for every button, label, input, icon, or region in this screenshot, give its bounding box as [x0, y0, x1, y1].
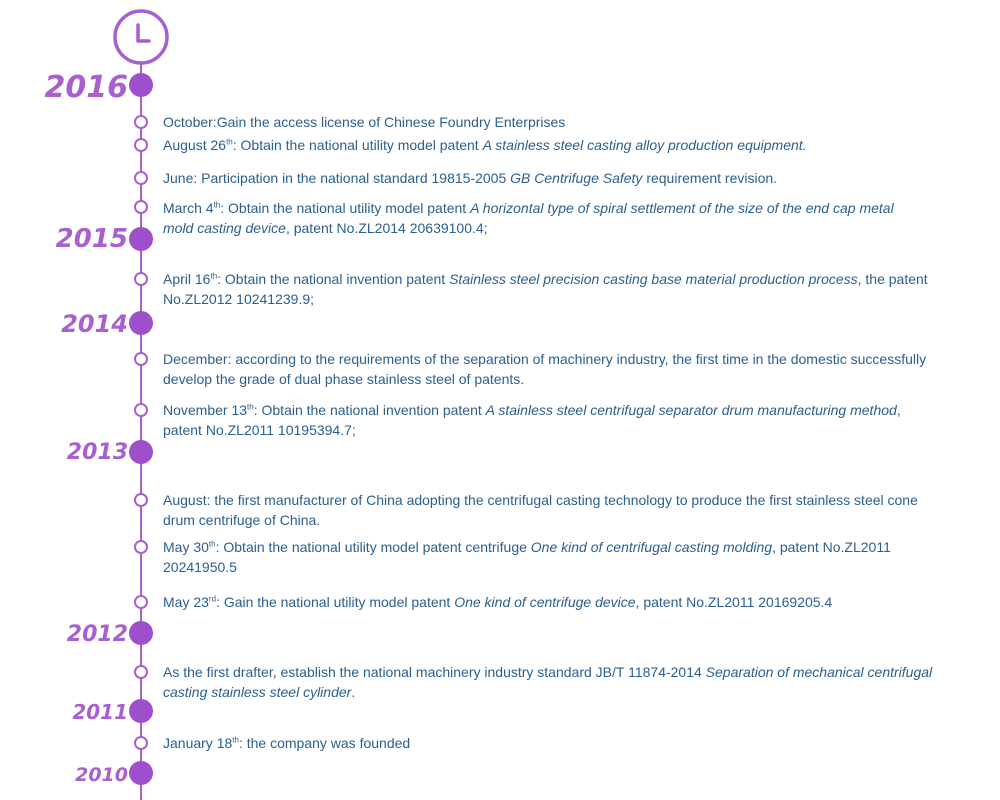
year-marker-2010	[129, 761, 153, 785]
entry-text: August: the first manufacturer of China adopting the centrifugal casting technology to produce the first stainless steel cone drum centrifuge of China.	[163, 492, 918, 528]
entry-date: August 26	[163, 137, 227, 153]
entry-text-end: .	[351, 684, 356, 700]
year-marker-2014	[129, 311, 153, 335]
event-marker	[134, 540, 148, 554]
year-label-2011: 2011	[72, 700, 128, 724]
entry-text: : Gain the national utility model patent	[216, 594, 455, 610]
entry-text: : Obtain the national utility model patent centrifuge	[215, 539, 531, 555]
year-marker-2012	[129, 621, 153, 645]
entry-date: May 30	[163, 539, 209, 555]
clock-icon	[111, 7, 171, 67]
event-marker	[134, 115, 148, 129]
year-label-2015: 2015	[55, 224, 128, 254]
entry-text: : Obtain the national utility model patent	[232, 137, 483, 153]
year-marker-2015	[129, 227, 153, 251]
patent-title: A stainless steel casting alloy production equipment.	[482, 137, 807, 153]
standard-title: Separation of mechanical centrifugal casting stainless steel cylinder	[163, 664, 933, 700]
timeline-entry	[163, 733, 933, 753]
entry-text: : Obtain the national utility model patent	[220, 200, 471, 216]
ordinal-suffix: th	[247, 402, 254, 412]
timeline-entry	[163, 349, 933, 389]
year-label-2016: 2016	[44, 70, 128, 105]
event-marker	[134, 595, 148, 609]
entry-date: May 23	[163, 594, 209, 610]
standard-title: GB Centrifuge Safety	[510, 170, 643, 186]
timeline-entry	[163, 135, 933, 155]
year-label-2014: 2014	[61, 310, 128, 338]
event-marker	[134, 736, 148, 750]
year-label-2013: 2013	[66, 440, 128, 465]
timeline-entry	[163, 592, 933, 612]
event-marker	[134, 493, 148, 507]
event-marker	[134, 171, 148, 185]
ordinal-suffix: th	[226, 137, 233, 147]
entry-text: June: Participation in the national standard 19815-2005	[163, 170, 511, 186]
ordinal-suffix: th	[208, 539, 216, 549]
entry-text: December: according to the requirements of the separation of machinery industry, the first time in the domestic successfully develop the grade of dual phase stainless steel of patents.	[163, 351, 927, 387]
ordinal-suffix: th	[232, 735, 239, 745]
timeline-entry	[163, 537, 933, 577]
timeline-entry	[163, 400, 933, 440]
event-marker	[134, 272, 148, 286]
entry-text-end: requirement revision.	[642, 170, 778, 186]
ordinal-suffix: rd	[208, 594, 217, 604]
timeline-entry	[163, 112, 933, 132]
patent-title: One kind of centrifuge device	[454, 594, 636, 610]
event-marker	[134, 352, 148, 366]
timeline-entry	[163, 168, 933, 188]
ordinal-suffix: th	[210, 271, 218, 281]
timeline-entry	[163, 269, 933, 309]
timeline-entry	[163, 490, 933, 530]
entry-text: : the company was founded	[238, 735, 411, 751]
patent-title: A horizontal type of spiral settlement of the size of the end cap metal mold casting device	[163, 200, 894, 236]
event-marker	[134, 403, 148, 417]
patent-number: , patent No.ZL2011 10195394.7;	[163, 402, 901, 438]
year-marker-2016	[129, 73, 153, 97]
entry-date: March 4	[163, 200, 214, 216]
patent-title: Stainless steel precision casting base material production process	[449, 271, 858, 287]
event-marker	[134, 665, 148, 679]
entry-date: January 18	[163, 735, 233, 751]
entry-date: April 16	[163, 271, 211, 287]
patent-title: A stainless steel centrifugal separator drum manufacturing method	[485, 402, 897, 418]
timeline-entry	[163, 198, 903, 238]
ordinal-suffix: th	[213, 200, 221, 210]
entry-text: As the first drafter, establish the national machinery industry standard JB/T 11874-2014	[163, 664, 706, 680]
event-marker	[134, 138, 148, 152]
entry-text: : Obtain the national invention patent	[217, 271, 450, 287]
year-label-2012: 2012	[66, 622, 128, 647]
year-marker-2013	[129, 440, 153, 464]
entry-date: November 13	[163, 402, 248, 418]
patent-number: , patent No.ZL2011 20169205.4	[635, 594, 833, 610]
entry-text: : Obtain the national invention patent	[253, 402, 486, 418]
year-label-2010: 2010	[75, 764, 128, 786]
patent-title: One kind of centrifugal casting molding	[530, 539, 773, 555]
patent-number: , patent No.ZL2011 20241950.5	[163, 539, 891, 575]
entry-text: October:Gain the access license of Chinese Foundry Enterprises	[163, 114, 566, 130]
patent-number: , the patent No.ZL2012 10241239.9;	[163, 271, 928, 307]
event-marker	[134, 200, 148, 214]
year-marker-2011	[129, 699, 153, 723]
timeline-entry	[163, 662, 933, 702]
patent-number: , patent No.ZL2014 20639100.4;	[285, 220, 488, 236]
